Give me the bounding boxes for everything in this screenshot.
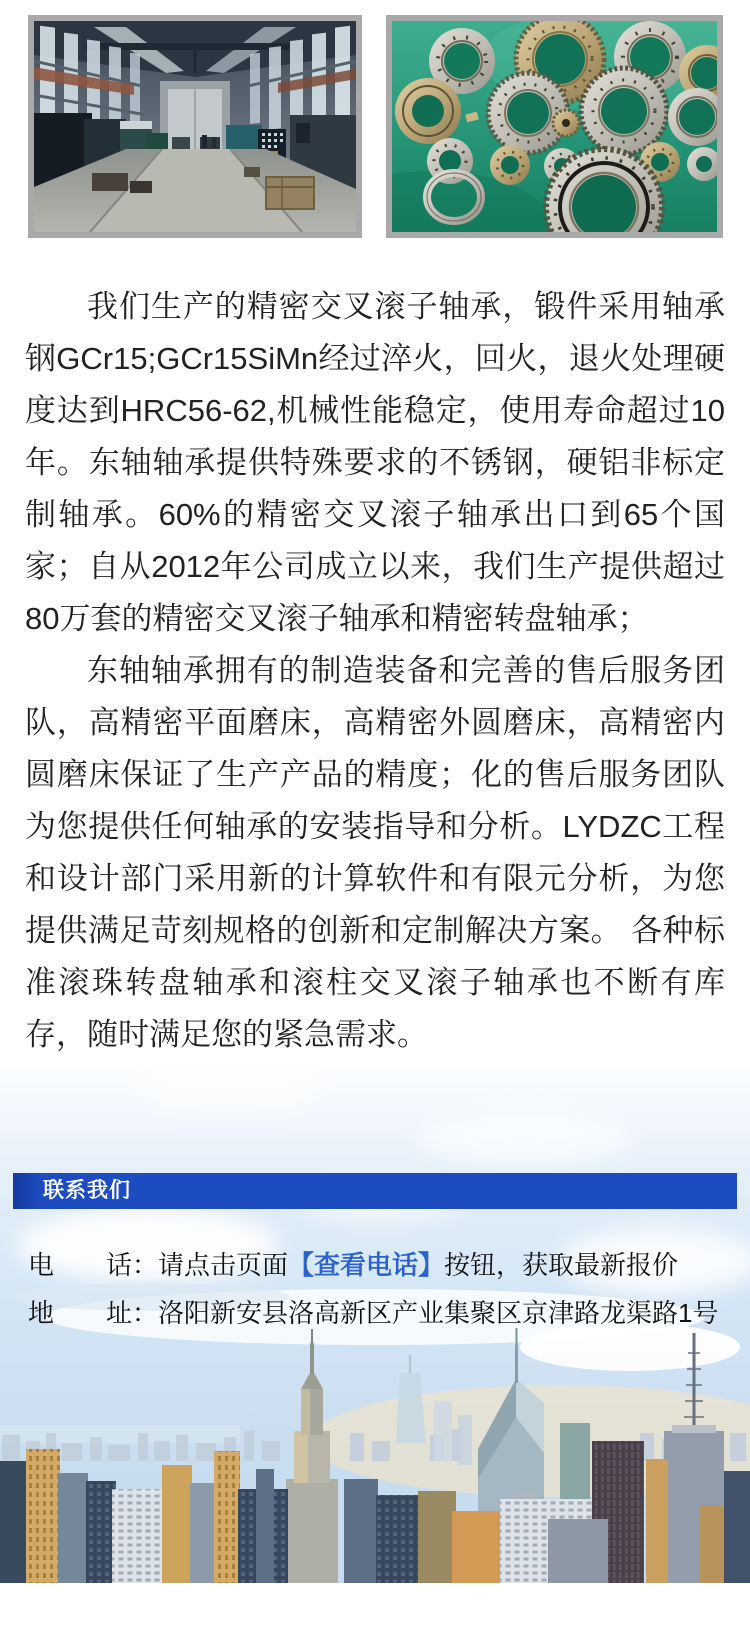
factory-photo-image bbox=[34, 21, 356, 232]
intro-text bbox=[25, 281, 725, 1061]
contact-section bbox=[0, 1060, 750, 1583]
cloud bbox=[420, 1112, 630, 1164]
phone-value: 请点击页面【查看电话】按钮，获取最新报价 bbox=[158, 1249, 679, 1280]
address-value: 洛阳新安县洛高新区产业集聚区京津路龙渠路1号 bbox=[158, 1297, 719, 1328]
bearings-photo bbox=[386, 15, 723, 238]
contact-address-row bbox=[28, 1294, 718, 1328]
cloud bbox=[140, 1074, 320, 1116]
phone-label: 电 话： bbox=[28, 1249, 158, 1280]
contact-header-bar bbox=[13, 1173, 737, 1209]
contact-phone-row bbox=[28, 1246, 678, 1280]
contact-header-title: 联系我们 bbox=[43, 1179, 131, 1202]
photos-row bbox=[0, 15, 750, 238]
bearings-photo-image bbox=[392, 21, 717, 232]
intro-paragraph-1: 我们生产的精密交叉滚子轴承，锻件采用轴承钢GCr15;GCr15SiMn经过淬火，回火，退火处理硬度达到HRC56-62,机械性能稳定，使用寿命超过10年。东轴轴承提供特殊要求的不锈钢，硬铝非标定制轴承。60%的精密交叉滚子轴承出口到65个国家；自从2012年公司成立以来，我们生产提供超过80万套的精密交叉滚子轴承和精密转盘轴承； bbox=[25, 289, 725, 636]
intro-paragraph-2: 东轴轴承拥有的制造装备和完善的售后服务团队，高精密平面磨床，高精密外圆磨床，高精密内圆磨床保证了生产产品的精度；化的售后服务团队为您提供任何轴承的安装指导和分析。LYDZC工程和设计部门采用新的计算软件和有限元分析，为您提供满足苛刻规格的创新和定制解决方案。 各种标准滚珠转盘轴承和滚柱交叉滚子轴承也不断有库存，随时满足您的紧急需求。 bbox=[25, 653, 725, 1052]
address-label: 地 址： bbox=[28, 1297, 158, 1328]
factory-photo bbox=[28, 15, 362, 238]
view-phone-button[interactable]: 【查看电话】 bbox=[288, 1249, 445, 1280]
